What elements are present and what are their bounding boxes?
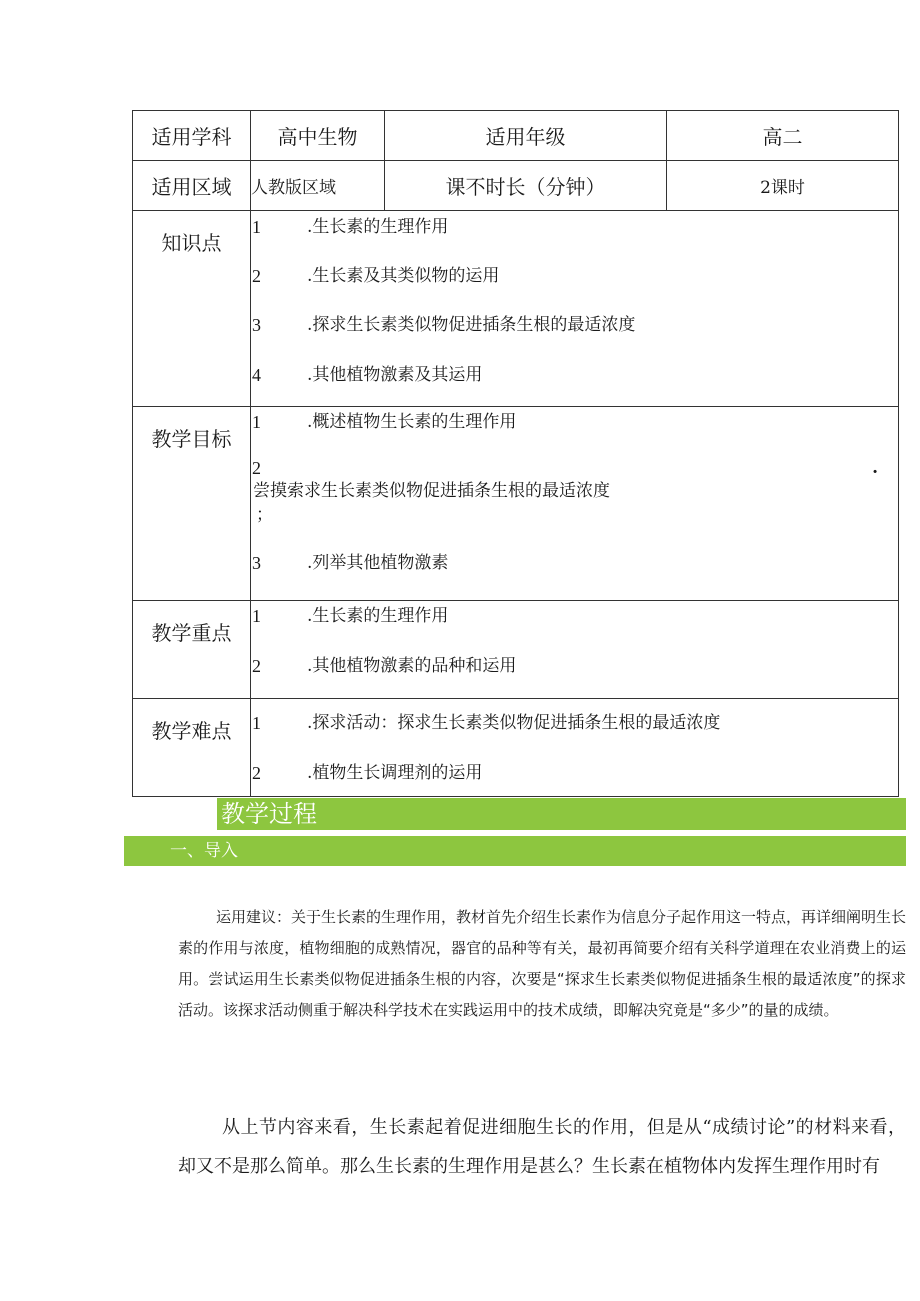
list-item: 2 .生长素及其类似物的运用	[252, 266, 500, 286]
subject-label: 适用学科	[133, 111, 251, 161]
grade-value: 高二	[667, 111, 899, 161]
list-item: 2 .	[252, 458, 878, 478]
list-item: 1 .探求活动：探求生长素类似物促进插条生根的最适浓度	[252, 713, 721, 733]
list-item: 2 .其他植物激素的品种和运用	[252, 656, 517, 676]
body-paragraph: 从上节内容来看，生长素起着促进细胞生长的作用，但是从“成绩讨论”的材料来看，却又不是那么简单。那么生长素的生理作用是甚么？生长素在植物体内发挥生理作用时有	[178, 1117, 906, 1177]
list-item: 1 .生长素的生理作用	[252, 606, 449, 626]
list-item: 3 .探求生长素类似物促进插条生根的最适浓度	[252, 315, 636, 335]
knowledge-label: 知识点	[133, 211, 251, 407]
key-points-label: 教学重点	[133, 601, 251, 699]
duration-value: 2课时	[667, 161, 899, 211]
region-value: 人教版区域	[251, 161, 385, 211]
list-item: 2 .植物生长调理剂的运用	[252, 763, 483, 783]
difficulties-label: 教学难点	[133, 699, 251, 797]
region-label: 适用区域	[133, 161, 251, 211]
process-title: 教学过程	[221, 800, 317, 828]
list-item: 1 .概述植物生长素的生理作用	[252, 412, 517, 432]
section-title: 一、导入	[170, 841, 238, 861]
list-item: 3 .列举其他植物激素	[252, 553, 449, 573]
section-title-bar	[124, 836, 906, 866]
grade-label: 适用年级	[385, 111, 667, 161]
list-item-continued: 尝摸索求生长素类似物促进插条生根的最适浓度	[253, 481, 610, 501]
key-points-list	[251, 601, 899, 699]
info-table	[132, 110, 899, 797]
suggestion-paragraph: 运用建议：关于生长素的生理作用，教材首先介绍生长素作为信息分子起作用这一特点，再详细阐明生长素的作用与浓度，植物细胞的成熟情况，器官的品种等有关，最初再简要介绍有关科学道理在农业消费上的运用。尝试运用生长素类似物促进插条生根的内容，次要是“探求生长素类似物促进插条生根的最适浓度”的探求活动。该探求活动侧重于解决科学技术在实践运用中的技术成绩，即解决究竟是“多少”的量的成绩。	[178, 908, 907, 1019]
process-title-bar	[217, 798, 906, 830]
objectives-list	[251, 407, 899, 601]
duration-label: 课不时长（分钟）	[385, 161, 667, 211]
subject-value: 高中生物	[251, 111, 385, 161]
knowledge-list	[251, 211, 899, 407]
list-item: 1 .生长素的生理作用	[252, 217, 449, 237]
list-item: 4 .其他植物激素及其运用	[252, 365, 483, 385]
objectives-label: 教学目标	[133, 407, 251, 601]
difficulties-list	[251, 699, 899, 797]
list-item-tail: ；	[256, 505, 273, 525]
